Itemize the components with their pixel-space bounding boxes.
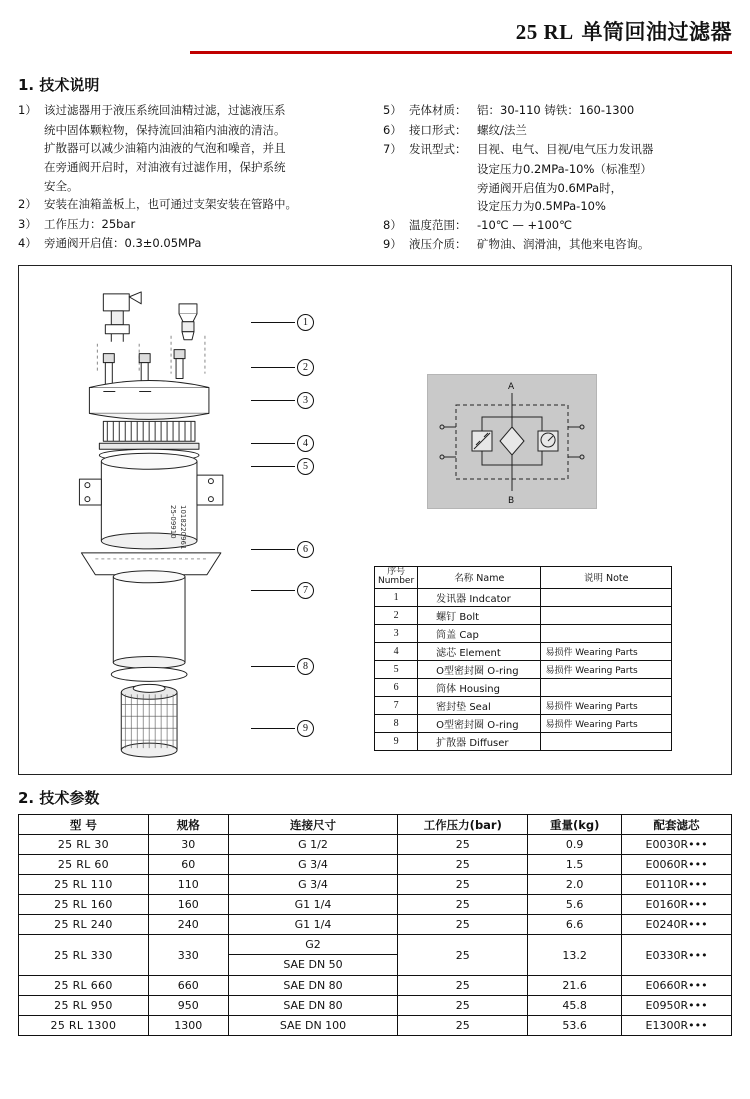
svg-text:1018220961: 1018220961: [179, 505, 188, 550]
svg-text:25-09910: 25-09910: [169, 505, 178, 539]
part-name: 筒盖 Cap: [418, 624, 541, 642]
spec-value: 矿物油、润滑油，其他来电咨询。: [477, 237, 650, 252]
param-model: 25 RL 950: [19, 996, 149, 1016]
part-note: 易损件 Wearing Parts: [541, 696, 672, 714]
param-weight: 13.2: [528, 935, 622, 976]
param-pressure: 25: [398, 996, 528, 1016]
spec-continuation: 设定压力为0.5MPa-10%: [477, 199, 606, 214]
part-index: 7: [375, 696, 418, 714]
parts-header-name: 名称 Name: [418, 567, 541, 589]
callout-bubble-4: 4: [297, 435, 314, 452]
spec-value: 螺纹/法兰: [477, 122, 527, 137]
parts-header-number-en: Number: [378, 576, 415, 587]
spec-item: [383, 216, 732, 235]
callout-line-9: [251, 728, 295, 729]
param-weight: 0.9: [528, 835, 622, 855]
callout-bubble-3: 3: [297, 392, 314, 409]
param-pressure: 25: [398, 835, 528, 855]
parts-header-number: [375, 567, 418, 589]
spec-number: 9）: [383, 237, 402, 252]
section-title-tech-description: 1. 技术说明: [18, 76, 100, 94]
param-size: 240: [148, 915, 228, 935]
part-name: 筒体 Housing: [418, 678, 541, 696]
param-element: E1300R•••: [622, 1016, 732, 1036]
param-size: 60: [148, 855, 228, 875]
table-row: [375, 642, 672, 660]
figure-panel: [18, 265, 732, 775]
callout-bubble-8: 8: [297, 658, 314, 675]
spec-text: 旁通阀开启值：0.3±0.05MPa: [44, 236, 202, 251]
part-note: [541, 606, 672, 624]
callout-line-4: [251, 443, 295, 444]
callout-bubble-2: 2: [297, 359, 314, 376]
part-name: 发讯器 Indcator: [418, 588, 541, 606]
part-note: [541, 588, 672, 606]
table-row: [375, 606, 672, 624]
table-row: [375, 696, 672, 714]
param-size: 30: [148, 835, 228, 855]
spec-number: 8）: [383, 217, 402, 232]
table-row: [375, 588, 672, 606]
table-row: [375, 660, 672, 678]
tech-description-right-column: [375, 101, 732, 255]
table-row: [375, 624, 672, 642]
spec-continuation: 扩散器可以减少油箱内油液的气泡和噪音，并且: [44, 141, 286, 156]
param-weight: 2.0: [528, 875, 622, 895]
param-model: 25 RL 1300: [19, 1016, 149, 1036]
callout-line-3: [251, 400, 295, 401]
spec-text: 工作压力：25bar: [44, 216, 136, 231]
param-connection: G 3/4: [228, 875, 398, 895]
product-title-cn: 单筒回油过滤器: [581, 20, 732, 44]
table-row: [19, 976, 732, 996]
param-element: E0950R•••: [622, 996, 732, 1016]
exploded-assembly-drawing: [19, 266, 359, 774]
param-connection: SAE DN 80: [228, 996, 398, 1016]
product-model: 25 RL: [515, 20, 574, 44]
spec-number: 7）: [383, 142, 402, 157]
parts-header-note: 说明 Note: [541, 567, 672, 589]
spec-continuation: 设定压力0.2MPa-10%（标准型）: [477, 161, 652, 176]
part-index: 5: [375, 660, 418, 678]
param-connection: SAE DN 100: [228, 1016, 398, 1036]
spec-item: [383, 121, 732, 140]
part-note: 易损件 Wearing Parts: [541, 642, 672, 660]
spec-number: 4）: [18, 236, 37, 251]
spec-item: [383, 235, 732, 254]
param-pressure: 25: [398, 875, 528, 895]
param-size: 1300: [148, 1016, 228, 1036]
param-header-connection: 连接尺寸: [228, 815, 398, 835]
table-row: [19, 835, 732, 855]
param-weight: 21.6: [528, 976, 622, 996]
param-connection-bottom: SAE DN 50: [283, 958, 343, 971]
spec-item: [18, 234, 375, 253]
part-index: 9: [375, 732, 418, 750]
spec-continuation: 统中固体颗粒物，保持流回油箱内油液的清洁。: [44, 122, 286, 137]
part-name: O型密封圈 O-ring: [418, 660, 541, 678]
spec-continuation: 旁通阀开启值为0.6MPa时，: [477, 180, 623, 195]
param-weight: 1.5: [528, 855, 622, 875]
callout-line-7: [251, 590, 295, 591]
part-name: 密封垫 Seal: [418, 696, 541, 714]
part-index: 1: [375, 588, 418, 606]
param-model: 25 RL 30: [19, 835, 149, 855]
param-pressure: 25: [398, 976, 528, 996]
table-row: [375, 732, 672, 750]
param-weight: 53.6: [528, 1016, 622, 1036]
schematic-port-a-label: A: [508, 382, 515, 392]
callout-bubble-9: 9: [297, 720, 314, 737]
param-element: E0110R•••: [622, 875, 732, 895]
callout-bubble-6: 6: [297, 541, 314, 558]
param-connection: SAE DN 80: [228, 976, 398, 996]
spec-item: [18, 195, 375, 214]
param-pressure: 25: [398, 895, 528, 915]
param-model: 25 RL 110: [19, 875, 149, 895]
spec-number: 1）: [18, 103, 37, 117]
table-row: [19, 875, 732, 895]
param-model: 25 RL 240: [19, 915, 149, 935]
spec-item: [383, 140, 732, 159]
part-note: [541, 678, 672, 696]
param-connection: G1 1/4: [228, 915, 398, 935]
header-red-rule: [190, 51, 732, 54]
param-weight: 5.6: [528, 895, 622, 915]
part-name: 扩散器 Diffuser: [418, 732, 541, 750]
part-note: [541, 732, 672, 750]
param-model: 25 RL 660: [19, 976, 149, 996]
page-title: [516, 16, 732, 46]
param-header-model: 型 号: [19, 815, 149, 835]
param-pressure: 25: [398, 935, 528, 976]
param-model: 25 RL 60: [19, 855, 149, 875]
page-header: [0, 10, 750, 62]
table-row: [375, 678, 672, 696]
callout-line-8: [251, 666, 295, 667]
part-name: 滤芯 Element: [418, 642, 541, 660]
tech-description-body: [0, 101, 750, 255]
parts-table-header-row: [375, 567, 672, 589]
param-pressure: 25: [398, 915, 528, 935]
part-index: 6: [375, 678, 418, 696]
param-element: E0330R•••: [622, 935, 732, 976]
part-index: 2: [375, 606, 418, 624]
param-header-weight: 重量(kg): [528, 815, 622, 835]
spec-number: 6）: [383, 122, 402, 137]
param-size: 950: [148, 996, 228, 1016]
spec-value: 铝：30-110 铸铁：160-1300: [477, 103, 635, 117]
parts-header-number-cn: 序号: [387, 567, 406, 577]
section-title-tech-parameters: 2. 技术参数: [18, 789, 100, 807]
spec-value: -10℃ — +100℃: [477, 217, 573, 232]
spec-number: 3）: [18, 216, 37, 231]
table-row: [19, 1016, 732, 1036]
param-element: E0660R•••: [622, 976, 732, 996]
table-row: [19, 855, 732, 875]
table-row: [19, 915, 732, 935]
spec-text: 安装在油箱盖板上，也可通过支架安装在管路中。: [44, 197, 297, 212]
spec-number: 2）: [18, 197, 37, 212]
param-header-size: 规格: [148, 815, 228, 835]
part-index: 4: [375, 642, 418, 660]
part-index: 3: [375, 624, 418, 642]
spec-number: 5）: [383, 103, 402, 117]
param-size: 330: [148, 935, 228, 976]
spec-item: [18, 101, 375, 120]
tech-description-left-column: [18, 101, 375, 255]
callout-bubble-5: 5: [297, 458, 314, 475]
part-name: 螺钉 Bolt: [418, 606, 541, 624]
param-size: 110: [148, 875, 228, 895]
param-model: 25 RL 160: [19, 895, 149, 915]
param-model: 25 RL 330: [19, 935, 149, 976]
spec-label: 发讯型式：: [409, 142, 467, 157]
param-pressure: 25: [398, 855, 528, 875]
schematic-port-b-label: B: [508, 496, 515, 506]
part-name: O型密封圈 O-ring: [418, 714, 541, 732]
param-connection-split: [228, 935, 398, 976]
callout-line-5: [251, 466, 295, 467]
spec-label: 温度范围：: [409, 217, 467, 232]
table-row: [19, 935, 732, 976]
callout-line-2: [251, 367, 295, 368]
spec-continuation: 在旁通阀开启时，对油液有过滤作用，保护系统: [44, 159, 286, 174]
param-weight: 6.6: [528, 915, 622, 935]
spec-continuation: 安全。: [44, 178, 79, 193]
spec-text: 该过滤器用于液压系统回油精过滤，过滤液压系: [44, 103, 286, 117]
part-note: 易损件 Wearing Parts: [541, 714, 672, 732]
param-connection: G 3/4: [228, 855, 398, 875]
param-connection: G1 1/4: [228, 895, 398, 915]
param-pressure: 25: [398, 1016, 528, 1036]
spec-value: 目视、电气、目视/电气压力发讯器: [477, 142, 654, 157]
param-element: E0030R•••: [622, 835, 732, 855]
spec-item: [18, 215, 375, 234]
callout-line-1: [251, 322, 295, 323]
param-header-element: 配套滤芯: [622, 815, 732, 835]
part-note: [541, 624, 672, 642]
param-element: E0160R•••: [622, 895, 732, 915]
table-row: [19, 895, 732, 915]
spec-item: [383, 101, 732, 120]
param-size: 160: [148, 895, 228, 915]
spec-label: 壳体材质：: [409, 103, 467, 117]
part-note: 易损件 Wearing Parts: [541, 660, 672, 678]
param-element: E0240R•••: [622, 915, 732, 935]
hydraulic-schematic: [427, 374, 597, 509]
parts-legend-table: [374, 566, 672, 751]
param-connection-top: G2: [229, 935, 398, 955]
part-index: 8: [375, 714, 418, 732]
param-weight: 45.8: [528, 996, 622, 1016]
param-connection: G 1/2: [228, 835, 398, 855]
param-element: E0060R•••: [622, 855, 732, 875]
table-row: [375, 714, 672, 732]
parameters-header-row: [19, 815, 732, 835]
param-header-pressure: 工作压力(bar): [398, 815, 528, 835]
spec-label: 液压介质：: [409, 237, 467, 252]
param-size: 660: [148, 976, 228, 996]
table-row: [19, 996, 732, 1016]
callout-line-6: [251, 549, 295, 550]
callout-bubble-1: 1: [297, 314, 314, 331]
parameters-table: [18, 814, 732, 1036]
callout-bubble-7: 7: [297, 582, 314, 599]
spec-label: 接口形式：: [409, 122, 467, 137]
